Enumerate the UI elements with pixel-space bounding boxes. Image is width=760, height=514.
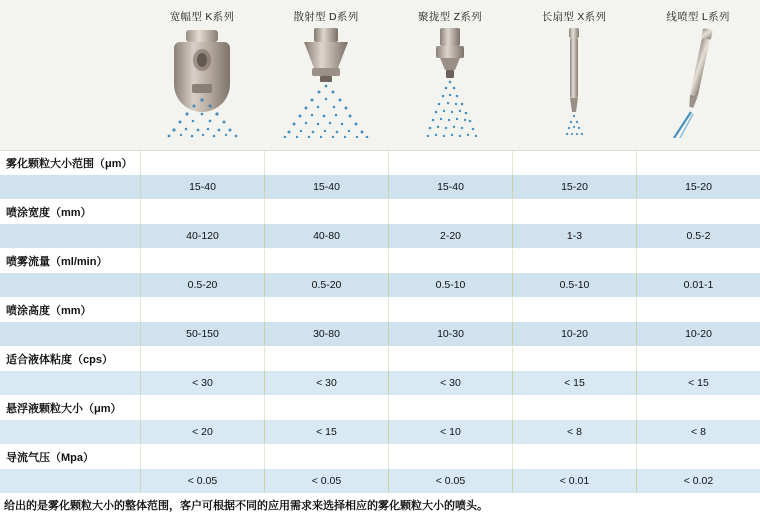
table-cell: < 15 [636, 371, 760, 395]
table-cell: 0.5-20 [140, 273, 264, 297]
table-cell [636, 200, 760, 224]
table-cell [388, 151, 512, 175]
table-cell [636, 151, 760, 175]
table-cell [264, 249, 388, 273]
row-label-spacer [0, 273, 140, 297]
table-cell: 0.5-10 [512, 273, 636, 297]
table-cell: 0.01-1 [636, 273, 760, 297]
table-cell: 15-20 [512, 175, 636, 199]
table-cell [388, 347, 512, 371]
table-cell: 15-40 [388, 175, 512, 199]
nozzle-column-k [140, 0, 264, 150]
table-cell [636, 445, 760, 469]
table-cell [512, 445, 636, 469]
row-label: 喷雾流量（ml/min） [0, 249, 140, 273]
table-cell: 0.5-20 [264, 273, 388, 297]
row-label: 导流气压（Mpa） [0, 445, 140, 469]
table-cell: 15-40 [264, 175, 388, 199]
table-cell: < 20 [140, 420, 264, 444]
table-cell: 0.5-10 [388, 273, 512, 297]
table-cell [140, 298, 264, 322]
table-row [0, 469, 760, 493]
table-cell: < 15 [264, 420, 388, 444]
table-row [0, 151, 760, 175]
table-cell [388, 249, 512, 273]
table-row [0, 371, 760, 395]
nozzle-column-x [512, 0, 636, 150]
table-cell [388, 200, 512, 224]
table-cell [512, 347, 636, 371]
table-cell [264, 298, 388, 322]
table-row [0, 444, 760, 469]
nozzle-column-title: 宽幅型 K系列 [169, 11, 235, 23]
nozzle-column-z [388, 0, 512, 150]
nozzle-illustration-header [0, 0, 760, 151]
table-row [0, 420, 760, 444]
table-cell [140, 445, 264, 469]
table-row [0, 273, 760, 297]
table-cell: < 0.02 [636, 469, 760, 493]
table-cell: < 0.05 [264, 469, 388, 493]
nozzle-column-title: 线喷型 L系列 [666, 11, 730, 23]
table-cell [636, 298, 760, 322]
table-cell: 10-20 [636, 322, 760, 346]
table-cell [140, 200, 264, 224]
table-cell [636, 396, 760, 420]
table-cell: 10-30 [388, 322, 512, 346]
table-cell [264, 396, 388, 420]
table-cell [512, 249, 636, 273]
table-row [0, 395, 760, 420]
row-label-spacer [0, 420, 140, 444]
table-cell: 10-20 [512, 322, 636, 346]
table-cell [388, 396, 512, 420]
nozzle-column-title: 长扇型 X系列 [541, 11, 607, 23]
nozzle-line-l-icon [636, 26, 760, 138]
table-row [0, 175, 760, 199]
nozzle-focus-z-icon [388, 26, 512, 138]
table-cell: < 30 [140, 371, 264, 395]
table-cell [264, 151, 388, 175]
row-label-spacer [0, 469, 140, 493]
header-label-spacer [0, 0, 140, 150]
spec-table [0, 151, 760, 493]
row-label: 喷涂高度（mm） [0, 298, 140, 322]
table-cell [264, 347, 388, 371]
table-cell [636, 249, 760, 273]
nozzle-column-title: 聚拢型 Z系列 [418, 11, 482, 23]
row-label-spacer [0, 371, 140, 395]
table-cell [512, 200, 636, 224]
table-cell: 40-80 [264, 224, 388, 248]
table-row [0, 248, 760, 273]
nozzle-column-l [636, 0, 760, 150]
row-label: 适合液体粘度（cps） [0, 347, 140, 371]
nozzle-long-x-icon [512, 26, 636, 138]
table-cell [636, 347, 760, 371]
table-row [0, 199, 760, 224]
row-label: 悬浮液颗粒大小（μm） [0, 396, 140, 420]
table-cell: 15-20 [636, 175, 760, 199]
table-cell: < 8 [512, 420, 636, 444]
table-cell: 15-40 [140, 175, 264, 199]
table-cell [388, 298, 512, 322]
row-label: 雾化颗粒大小范围（μm） [0, 151, 140, 175]
table-cell: < 8 [636, 420, 760, 444]
row-label-spacer [0, 175, 140, 199]
table-cell: < 0.01 [512, 469, 636, 493]
nozzle-column-title: 散射型 D系列 [293, 11, 359, 23]
row-label-spacer [0, 224, 140, 248]
row-label: 喷涂宽度（mm） [0, 200, 140, 224]
table-cell: 0.5-2 [636, 224, 760, 248]
table-cell: < 0.05 [140, 469, 264, 493]
row-label-spacer [0, 322, 140, 346]
table-cell: < 10 [388, 420, 512, 444]
table-row [0, 322, 760, 346]
table-cell: < 30 [264, 371, 388, 395]
nozzle-column-d [264, 0, 388, 150]
table-cell: 30-80 [264, 322, 388, 346]
table-cell [264, 445, 388, 469]
nozzle-scatter-d-icon [264, 26, 388, 138]
table-cell: 40-120 [140, 224, 264, 248]
table-cell [140, 151, 264, 175]
table-cell [512, 151, 636, 175]
table-row [0, 224, 760, 248]
table-cell: 50-150 [140, 322, 264, 346]
table-row [0, 346, 760, 371]
table-cell [512, 396, 636, 420]
table-cell: 1-3 [512, 224, 636, 248]
table-cell [264, 200, 388, 224]
nozzle-wide-k-icon [140, 26, 264, 138]
table-cell [140, 347, 264, 371]
table-row [0, 297, 760, 322]
table-cell: < 15 [512, 371, 636, 395]
table-cell [140, 249, 264, 273]
table-cell: 2-20 [388, 224, 512, 248]
table-cell [140, 396, 264, 420]
table-cell: < 30 [388, 371, 512, 395]
footnote-text: 给出的是雾化颗粒大小的整体范围，客户可根据不同的应用需求来选择相应的雾化颗粒大小的喷头。 [4, 500, 488, 512]
table-cell [512, 298, 636, 322]
table-cell [388, 445, 512, 469]
table-cell: < 0.05 [388, 469, 512, 493]
